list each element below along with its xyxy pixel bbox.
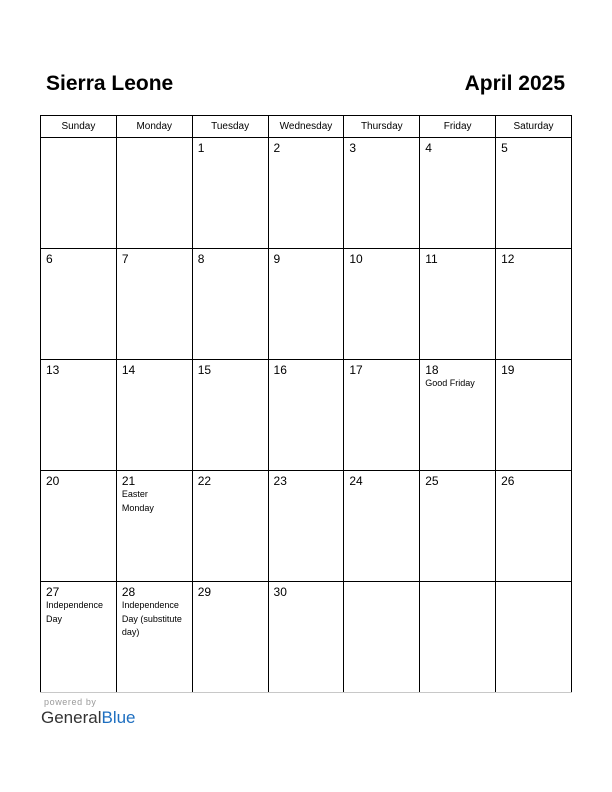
day-number: 15 [197,363,212,377]
brand-name-part1: General [41,708,102,727]
day-cell [116,138,192,249]
day-number: 29 [197,585,212,599]
day-cell [344,471,420,582]
day-number: 13 [46,363,60,377]
day-cell [496,138,572,249]
day-number [496,582,571,585]
day-number: 22 [197,474,212,488]
day-cell [41,138,117,249]
day-cell [496,471,572,582]
day-number: 3 [349,141,357,155]
day-number: 18 [425,363,439,377]
brand-name-part2: Blue [101,708,136,727]
week-row [41,471,572,582]
month-year-title: April 2025 [464,72,565,95]
day-cell [268,471,344,582]
day-number: 1 [197,141,205,155]
day-cell [116,471,192,582]
week-row [41,249,572,360]
day-cell [344,138,420,249]
country-title: Sierra Leone [46,72,174,95]
day-number: 20 [46,474,60,488]
day-cell [192,138,268,249]
day-number: 7 [121,252,129,266]
day-cell [420,582,496,693]
day-cell [268,582,344,693]
day-number: 26 [501,474,515,488]
day-cell [344,582,420,693]
day-number: 9 [273,252,281,266]
calendar-grid [40,115,572,693]
week-row [41,582,572,693]
day-cell [420,138,496,249]
week-row [41,360,572,471]
day-number: 12 [501,252,515,266]
day-number: 23 [273,474,287,488]
weekday-header: Saturday [496,116,572,138]
day-cell [496,360,572,471]
day-number [344,582,419,585]
day-number: 6 [46,252,53,266]
day-cell [116,582,192,693]
day-cell [268,360,344,471]
day-number [420,582,495,585]
day-cell [420,471,496,582]
day-cell [116,249,192,360]
weekday-header: Thursday [344,116,420,138]
day-number: 5 [501,141,508,155]
day-number: 30 [273,585,287,599]
day-cell [344,249,420,360]
day-cell [268,138,344,249]
day-cell [344,360,420,471]
day-number: 21 [121,474,136,488]
day-cell [192,249,268,360]
day-cell [41,471,117,582]
weekday-header: Friday [420,116,496,138]
footer-divider [40,692,572,693]
day-number: 14 [121,363,136,377]
weekday-header: Monday [116,116,192,138]
day-number: 19 [501,363,515,377]
day-cell [116,360,192,471]
day-number: 8 [197,252,205,266]
day-number: 17 [349,363,363,377]
weekday-header: Tuesday [192,116,268,138]
week-row [41,138,572,249]
day-number [41,138,116,141]
weekday-header-row [41,116,572,138]
day-cell [41,360,117,471]
powered-by-text: powered by [44,697,97,707]
day-number: 11 [425,252,438,266]
day-number: 27 [46,585,60,599]
day-number: 16 [273,363,287,377]
weekday-header: Sunday [41,116,117,138]
day-number: 25 [425,474,439,488]
day-cell [41,249,117,360]
holiday-label: Good Friday [425,378,475,388]
day-cell [41,582,117,693]
day-number: 2 [273,141,281,155]
holiday-label: Easter Monday [121,489,154,513]
day-cell [192,582,268,693]
day-cell [420,249,496,360]
day-cell [496,582,572,693]
day-number: 24 [349,474,363,488]
day-number: 4 [425,141,432,155]
day-cell [192,360,268,471]
holiday-label: Independence Day (substitute day) [121,600,182,637]
day-number: 10 [349,252,363,266]
day-cell [268,249,344,360]
day-number: 28 [121,585,136,599]
holiday-label: Independence Day [46,600,104,624]
day-cell [496,249,572,360]
day-number [117,138,192,141]
day-cell [420,360,496,471]
day-cell [192,471,268,582]
weekday-header: Wednesday [268,116,344,138]
generalblue-logo[interactable] [41,708,136,728]
